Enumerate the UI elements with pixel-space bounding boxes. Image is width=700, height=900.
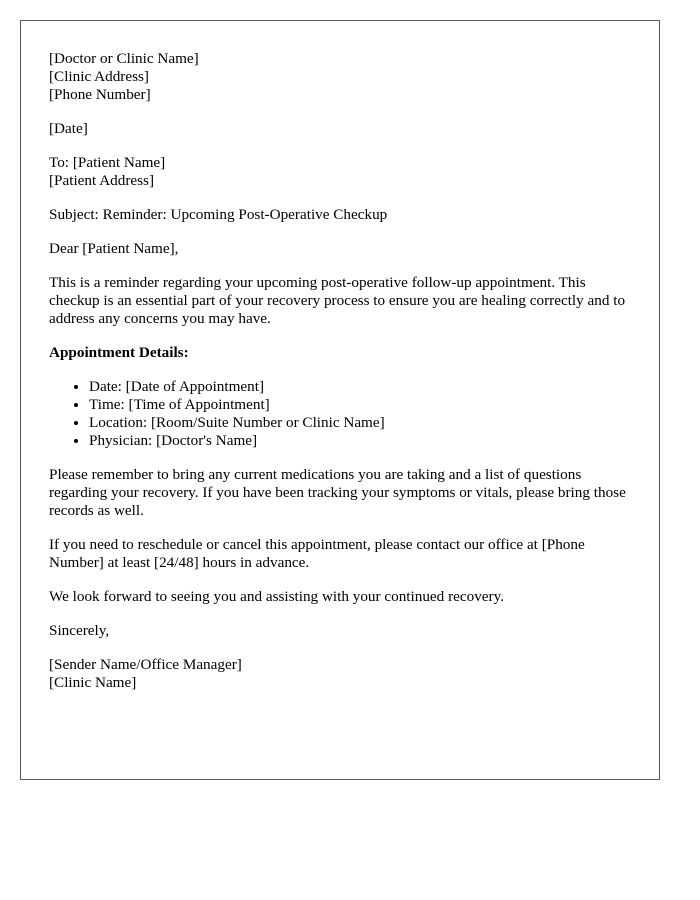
salutation: Dear [Patient Name],	[49, 240, 179, 257]
detail-physician: • Physician: [Doctor's Name]	[89, 432, 631, 450]
closing-paragraph: We look forward to seeing you and assisting with your continued recovery.	[49, 588, 504, 605]
sender-address: [Clinic Address]	[49, 68, 149, 85]
appointment-details-list	[49, 378, 631, 450]
recipient-block	[49, 154, 631, 190]
reschedule-paragraph: If you need to reschedule or cancel this appointment, please contact our office at [Phone Number] at least [24/48] hours in advance.	[49, 536, 585, 571]
letter-subject: Subject: Reminder: Upcoming Post-Operative Checkup	[49, 206, 388, 223]
sender-block	[49, 50, 631, 104]
signature-name: [Sender Name/Office Manager]	[49, 656, 242, 673]
signature-block	[49, 656, 631, 692]
appointment-details-heading: Appointment Details:	[49, 344, 189, 361]
intro-paragraph: This is a reminder regarding your upcoming post-operative follow-up appointment. This checkup is an essential part of your recovery process to ensure you are healing correctly and to address any concerns you may have.	[49, 274, 626, 327]
signoff: Sincerely,	[49, 622, 110, 639]
detail-location: • Location: [Room/Suite Number or Clinic Name]	[89, 414, 631, 432]
detail-time: • Time: [Time of Appointment]	[89, 396, 631, 414]
letter-page	[20, 20, 660, 780]
reminder-paragraph: Please remember to bring any current medications you are taking and a list of questions regarding your recovery. If you have been tracking your symptoms or vitals, please bring those records as well.	[49, 466, 626, 519]
sender-name: [Doctor or Clinic Name]	[49, 50, 199, 67]
signature-clinic: [Clinic Name]	[49, 674, 137, 691]
recipient-address: [Patient Address]	[49, 172, 155, 189]
sender-phone: [Phone Number]	[49, 86, 151, 103]
letter-date: [Date]	[49, 120, 88, 137]
detail-date: • Date: [Date of Appointment]	[89, 378, 631, 396]
recipient-name: To: [Patient Name]	[49, 154, 166, 171]
